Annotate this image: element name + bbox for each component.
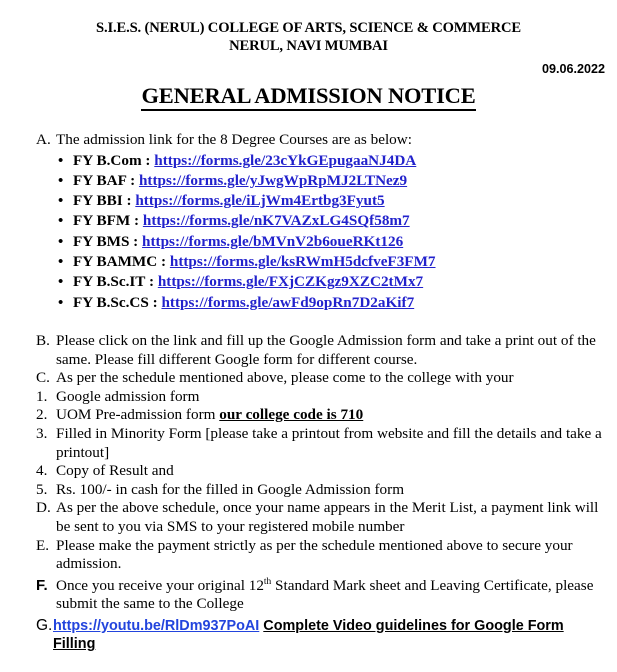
document-header — [0, 0, 617, 109]
section-e-marker: E. — [36, 536, 50, 554]
course-label: FY B.Sc.IT : — [73, 273, 155, 291]
course-link[interactable]: https://forms.gle/yJwgWpRpMJ2LTNez9 — [138, 171, 408, 189]
section-d — [36, 499, 607, 536]
checklist-text-plain: UOM Pre-admission form — [56, 406, 220, 424]
course-label: FY B.Sc.CS : — [73, 293, 158, 311]
bullet-icon: • — [58, 213, 64, 230]
section-f-text-before: Once you receive your original 12 — [56, 576, 264, 594]
checklist-text: Google admission form — [56, 387, 200, 405]
bullet-icon: • — [58, 172, 64, 189]
checklist-marker: 2. — [36, 406, 48, 424]
list-item — [58, 211, 607, 231]
course-link-list — [36, 151, 607, 313]
course-label: FY BBI : — [73, 192, 132, 210]
list-item — [58, 252, 607, 272]
section-d-marker: D. — [36, 499, 51, 517]
section-f — [36, 577, 607, 614]
section-f-text-after: Standard Mark sheet and Leaving Certificate, please submit the same to the College — [56, 576, 594, 613]
section-d-text: As per the above schedule, once your name appears in the Merit List, a payment link will be sent to you via SMS to your registered mobile number — [56, 499, 599, 535]
section-g-text: Complete Video guidelines for Google Form Filling — [53, 617, 564, 653]
checklist-marker: 1. — [36, 387, 48, 405]
bullet-icon: • — [58, 274, 64, 291]
bullet-icon: • — [58, 193, 64, 210]
document-body — [0, 131, 617, 654]
course-link[interactable]: https://forms.gle/nK7VAZxLG4SQf58m7 — [142, 212, 410, 230]
section-b-text: Please click on the link and fill up the Google Admission form and take a print out of the same. Please fill different Google form for different course. — [56, 331, 596, 368]
bullet-icon: • — [58, 152, 64, 169]
page-title-text: GENERAL ADMISSION NOTICE — [141, 83, 475, 111]
section-b-marker: B. — [36, 331, 50, 349]
bullet-icon: • — [58, 254, 64, 271]
checklist-item-3 — [36, 425, 607, 462]
checklist-text — [56, 406, 607, 425]
checklist-item-2 — [36, 406, 607, 425]
checklist-item-5 — [36, 481, 607, 500]
course-label: FY BMS : — [73, 232, 139, 250]
section-g — [36, 617, 607, 654]
section-g-marker: G. — [36, 616, 53, 634]
section-a — [36, 131, 607, 150]
course-link[interactable]: https://forms.gle/23cYkGEpugaaNJ4DA — [154, 151, 417, 169]
list-item — [58, 232, 607, 252]
section-a-text: The admission link for the 8 Degree Courses are as below: — [56, 131, 412, 148]
course-link[interactable]: https://forms.gle/FXjCZKgz9XZC2tMx7 — [157, 273, 424, 291]
checklist-text: Rs. 100/- in cash for the filled in Google Admission form — [56, 480, 405, 498]
checklist-item-4 — [36, 462, 607, 481]
list-item — [58, 293, 607, 313]
course-label: FY B.Com : — [73, 151, 151, 169]
course-link[interactable]: https://forms.gle/iLjWm4Ertbg3Fyut5 — [135, 192, 385, 210]
notice-date: 09.06.2022 — [541, 62, 605, 76]
list-item — [58, 171, 607, 191]
course-label: FY BAF : — [73, 171, 136, 189]
course-label: FY BFM : — [73, 212, 140, 230]
checklist-marker: 5. — [36, 480, 48, 498]
college-code-emphasis: our college code is 710 — [219, 406, 364, 424]
section-e-text: Please make the payment strictly as per the schedule mentioned above to secure your admission. — [56, 536, 573, 573]
list-item — [58, 191, 607, 211]
checklist-text: Filled in Minority Form [please take a printout from website and fill the details and take a printout] — [56, 424, 602, 461]
course-link[interactable]: https://forms.gle/awFd9opRn7D2aKif7 — [161, 293, 415, 311]
section-f-marker: F. — [36, 576, 48, 594]
section-b — [36, 332, 607, 369]
section-a-marker: A. — [36, 131, 51, 148]
college-name-line-2: NERUL, NAVI MUMBAI — [229, 38, 388, 54]
section-c-marker: C. — [36, 369, 50, 387]
bullet-icon: • — [58, 294, 64, 311]
checklist-marker: 3. — [36, 424, 48, 442]
list-item — [58, 151, 607, 171]
list-item — [58, 272, 607, 292]
college-name-line-1: S.I.E.S. (NERUL) COLLEGE OF ARTS, SCIENCE & COMMERCE — [96, 20, 521, 36]
section-c — [36, 369, 607, 388]
checklist-item-1 — [36, 388, 607, 407]
checklist-marker: 4. — [36, 462, 48, 480]
checklist-text: Copy of Result and — [56, 462, 174, 480]
video-guidelines-link[interactable]: https://youtu.be/RlDm937PoAI — [53, 617, 260, 634]
section-e — [36, 537, 607, 574]
page-title — [0, 83, 617, 109]
ordinal-superscript: th — [263, 576, 272, 587]
course-label: FY BAMMC : — [73, 253, 167, 271]
course-link[interactable]: https://forms.gle/bMVnV2b6oueRKt126 — [142, 232, 404, 250]
section-c-text: As per the schedule mentioned above, please come to the college with your — [56, 369, 514, 387]
section-f-text — [56, 577, 607, 614]
section-g-content — [53, 617, 607, 654]
course-link[interactable]: https://forms.gle/ksRWmH5dcfveF3FM7 — [169, 253, 436, 271]
bullet-icon: • — [58, 233, 64, 250]
